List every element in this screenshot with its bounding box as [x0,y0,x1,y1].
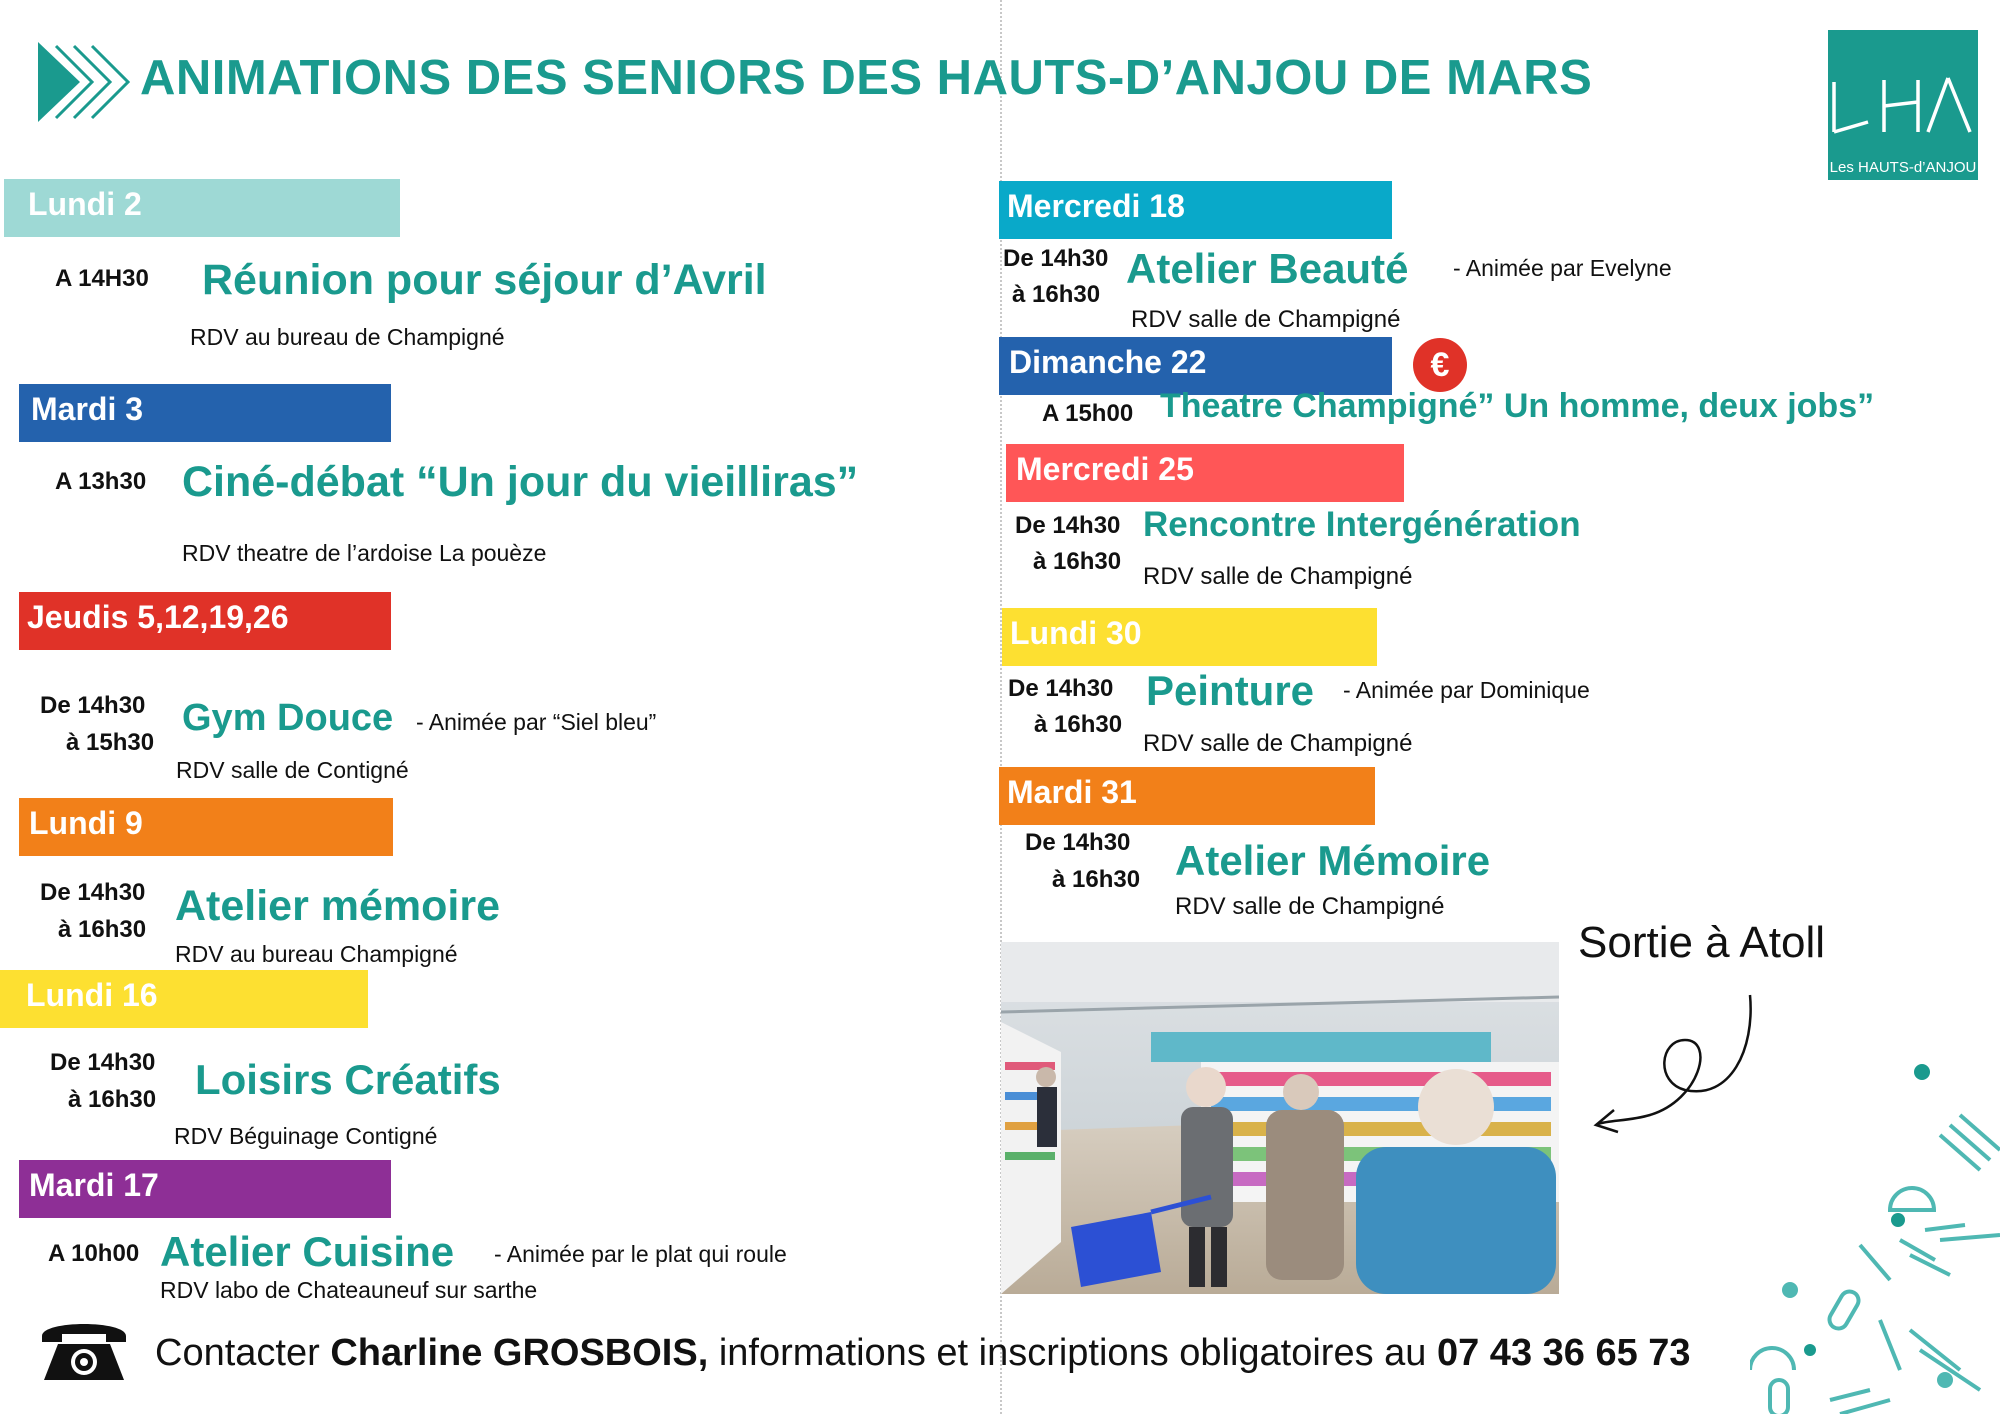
event-time-end: à 15h30 [66,729,155,756]
day-band-lundi-16: Lundi 16 [0,970,368,1028]
event-place: RDV au bureau de Champigné [190,324,505,350]
event-time-end: à 16h30 [1052,866,1141,893]
event-note: - Animée par “Siel bleu” [416,709,657,735]
event-time-end: à 16h30 [68,1086,157,1113]
curly-arrow-icon [1590,990,1760,1140]
day-band-lundi-9: Lundi 9 [19,798,393,856]
day-band-mercredi-25: Mercredi 25 [1006,444,1404,502]
event-place: RDV salle de Champigné [1131,306,1401,333]
day-band-lundi-30: Lundi 30 [1002,608,1377,666]
day-band-lundi-2: Lundi 2 [4,179,400,237]
day-band-mardi-31: Mardi 31 [999,767,1375,825]
event-place: RDV Béguinage Contigné [174,1123,438,1149]
event-place: RDV salle de Contigné [176,757,409,783]
event-note: - Animée par Evelyne [1453,255,1672,281]
day-band-mardi-17: Mardi 17 [19,1160,391,1218]
event-place: RDV salle de Champigné [1143,563,1413,590]
hauts-anjou-logo [1828,30,1978,180]
photo-caption: Sortie à Atoll [1578,918,1826,967]
event-time-start: De 14h30 [40,879,146,906]
event-name: Atelier Beauté [1126,245,1409,292]
telephone-icon [36,1314,132,1386]
event-time-end: à 16h30 [58,916,147,943]
event-note: - Animée par Dominique [1343,677,1590,703]
event-time: A 13h30 [55,468,147,495]
event-name: Theatre Champigné” Un homme, deux jobs” [1160,387,1875,425]
event-time-end: à 16h30 [1033,548,1122,575]
event-time: A 15h00 [1042,400,1134,427]
event-time-start: De 14h30 [1025,829,1131,856]
event-place: RDV labo de Chateauneuf sur sarthe [160,1277,538,1303]
logo-caption: Les HAUTS-d’ANJOU [1829,159,1977,176]
event-name: Gym Douce [182,697,394,739]
event-name: Ciné-débat “Un jour du vieilliras” [182,458,859,506]
event-name: Atelier Mémoire [1175,837,1491,884]
contact-phone: 07 43 36 65 73 [1436,1332,1691,1374]
event-time-end: à 16h30 [1034,711,1123,738]
euro-icon: € [1413,338,1467,392]
day-band-jeudis: Jeudis 5,12,19,26 [19,592,391,650]
event-time: A 10h00 [48,1240,140,1267]
event-name: Réunion pour séjour d’Avril [202,256,767,304]
event-place: RDV salle de Champigné [1143,730,1413,757]
event-time-start: De 14h30 [1003,245,1109,272]
event-name: Atelier mémoire [175,882,501,930]
event-time-start: De 14h30 [50,1049,156,1076]
event-time-end: à 16h30 [1012,281,1101,308]
page-title: ANIMATIONS DES SENIORS DES HAUTS-D’ANJOU DE MARS [140,51,1593,105]
event-name: Atelier Cuisine [160,1228,455,1275]
contact-name: Charline GROSBOIS, [330,1332,709,1374]
atoll-store-photo [1001,942,1559,1294]
event-time-start: De 14h30 [40,692,146,719]
event-note: - Animée par le plat qui roule [494,1241,787,1267]
event-time-start: De 14h30 [1008,675,1114,702]
event-place: RDV salle de Champigné [1175,893,1445,920]
contact-prefix: Contacter [155,1332,331,1374]
day-band-dimanche-22: Dimanche 22 [999,337,1392,395]
contact-middle: informations et inscriptions obligatoires au [708,1332,1437,1374]
event-time: A 14H30 [55,265,149,292]
event-place: RDV au bureau Champigné [175,941,458,967]
event-place: RDV theatre de l’ardoise La pouèze [182,540,547,566]
event-time-start: De 14h30 [1015,512,1121,539]
chevron-arrows-icon [36,40,130,124]
day-band-mercredi-18: Mercredi 18 [999,181,1392,239]
contact-line [155,1332,1691,1375]
event-name: Rencontre Intergénération [1143,505,1581,544]
event-name: Loisirs Créatifs [195,1056,501,1103]
day-band-mardi-3: Mardi 3 [19,384,391,442]
event-name: Peinture [1146,667,1315,714]
decorative-confetti [1750,1050,2000,1414]
